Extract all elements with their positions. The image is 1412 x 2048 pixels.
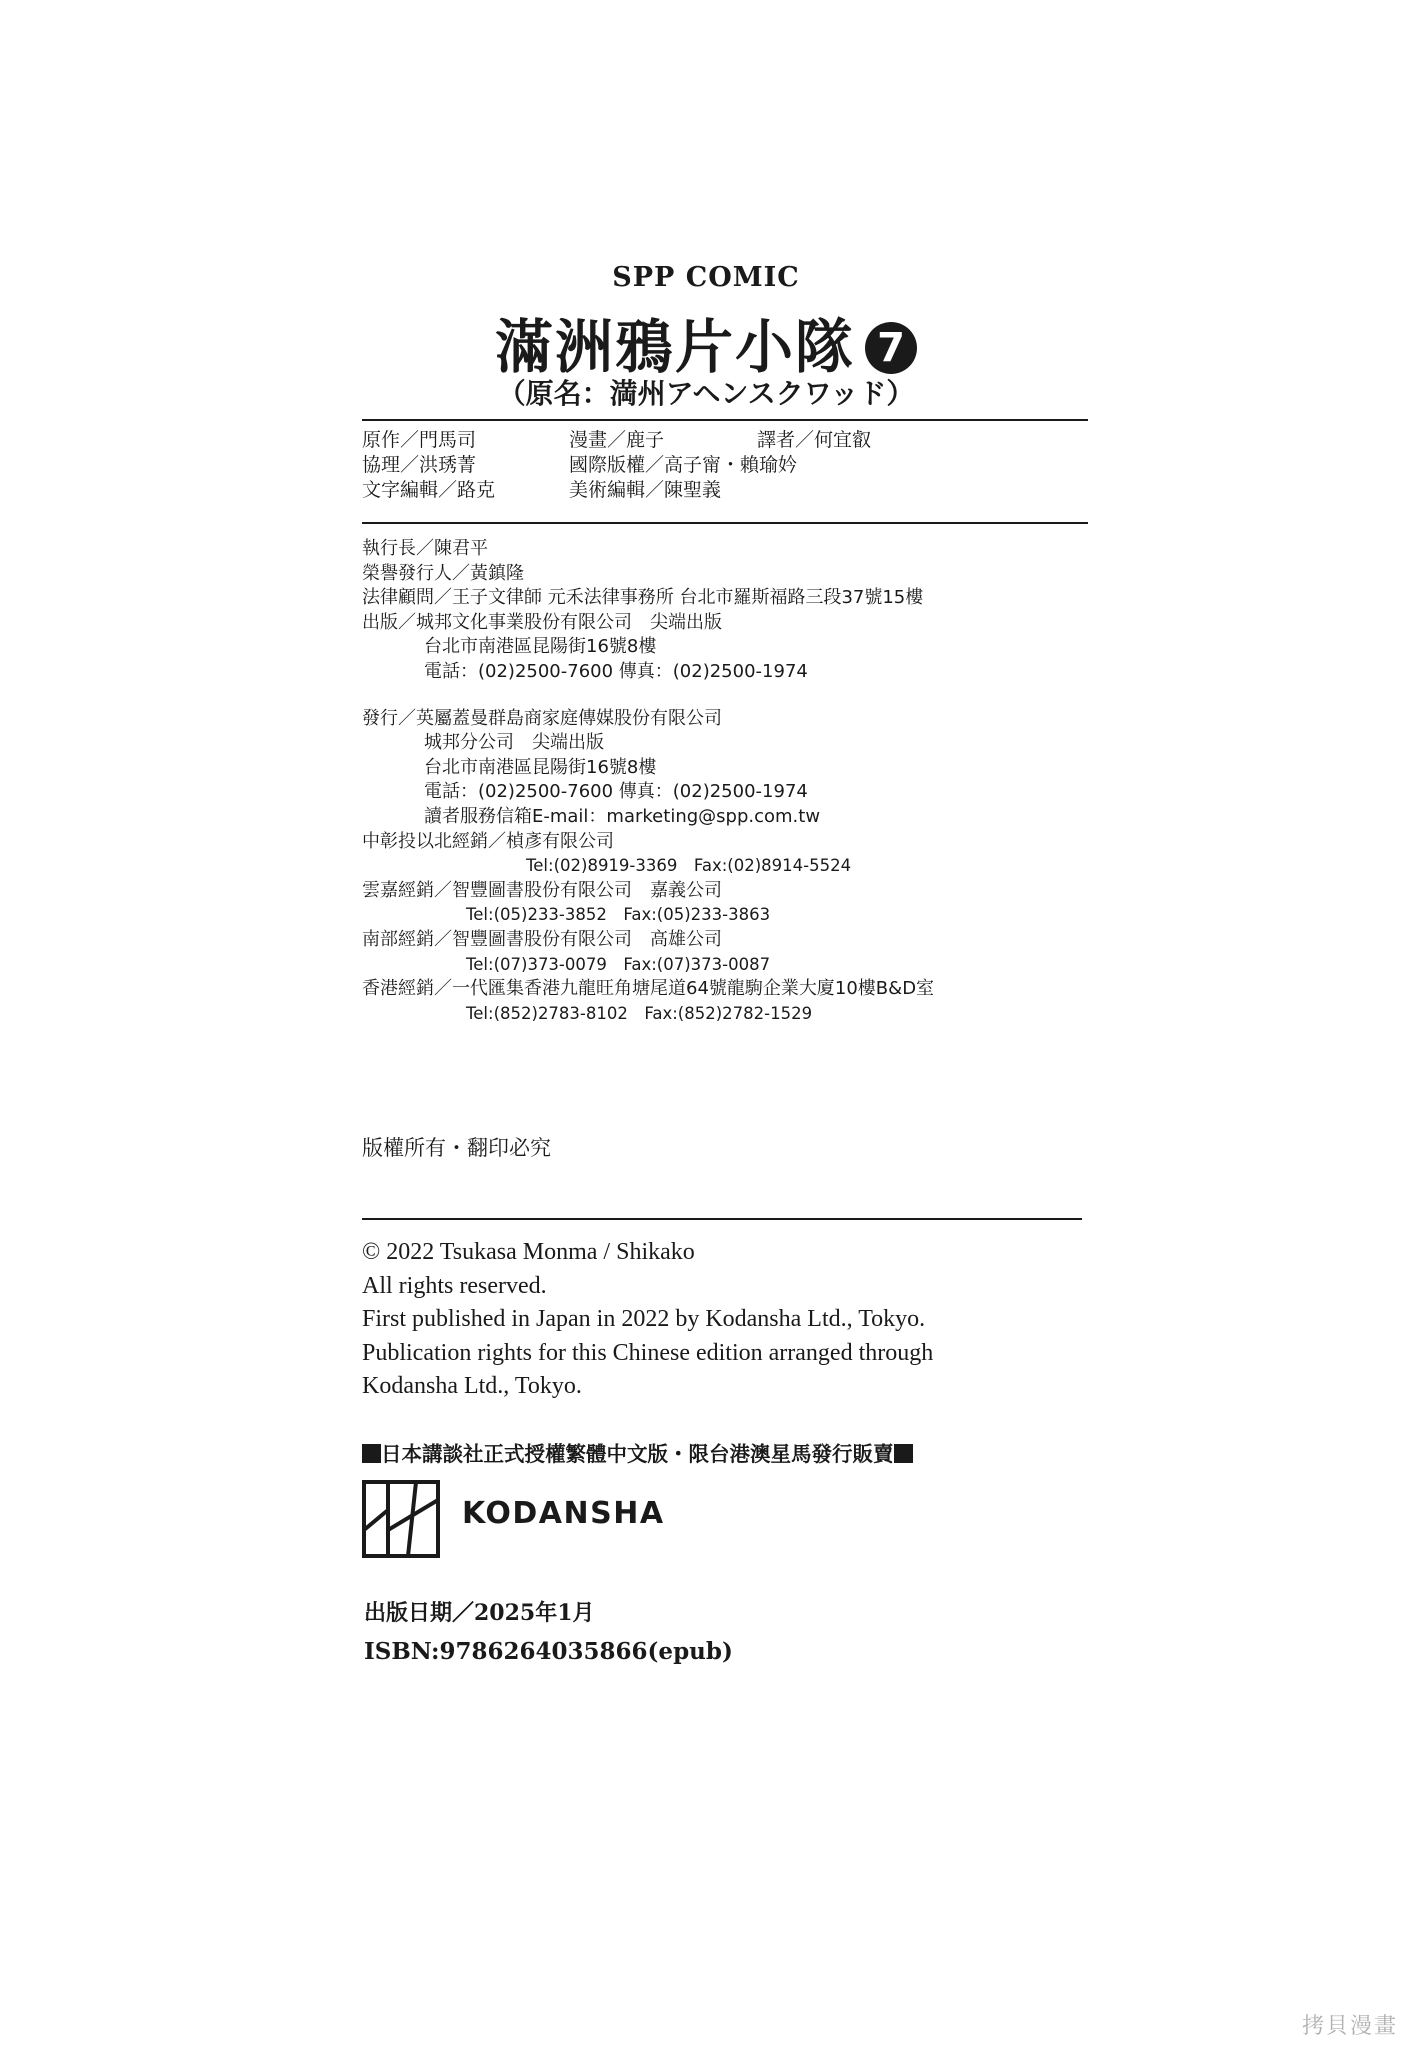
- publisher-info: [362, 537, 1122, 1026]
- dealer-north: 中彰投以北經銷／楨彥有限公司: [362, 830, 614, 852]
- credit-translator: 譯者／何宜叡: [757, 429, 872, 451]
- english-copyright: [362, 1236, 1102, 1404]
- copyright-notice-cn: 版權所有・翻印必究: [362, 1136, 551, 1160]
- distributor-phone: 電話：(02)2500-7600 傳真：(02)2500-1974: [424, 781, 808, 803]
- book-title-text: 滿洲鴉片小隊: [494, 313, 855, 381]
- license-statement: [362, 1437, 913, 1467]
- publisher-line: 出版／城邦文化事業股份有限公司 尖端出版: [362, 611, 722, 633]
- publisher-address: 台北市南港區昆陽街16號8樓: [424, 636, 657, 658]
- credits-row: [362, 428, 1088, 453]
- divider-bottom: [362, 1218, 1082, 1220]
- kodansha-logo-icon: [362, 1480, 440, 1558]
- arranged-through-line: Kodansha Ltd., Tokyo.: [362, 1373, 582, 1400]
- publisher-phone: 電話：(02)2500-7600 傳真：(02)2500-1974: [424, 660, 808, 682]
- series-label: SPP COMIC: [612, 262, 800, 293]
- credit-artist: 漫畫／鹿子: [569, 429, 665, 451]
- dealer-south-contact: Tel:(07)373-0079 Fax:(07)373-0087: [466, 954, 771, 974]
- kodansha-wordmark: KODANSHA: [462, 1496, 665, 1531]
- executive-line: 執行長／陳君平: [362, 538, 488, 559]
- publication-date: 出版日期／2025年1月: [364, 1600, 595, 1626]
- dealer-chiayi-contact: Tel:(05)233-3852 Fax:(05)233-3863: [466, 905, 771, 925]
- publication-rights-line: Publication rights for this Chinese edition arranged through: [362, 1339, 934, 1366]
- dealer-south: 南部經銷／智豐圖書股份有限公司 高雄公司: [362, 928, 722, 950]
- rights-reserved-line: All rights reserved.: [362, 1272, 547, 1299]
- credit-original-author: 原作／門馬司: [362, 429, 477, 451]
- dealer-north-contact: Tel:(02)8919-3369 Fax:(02)8914-5524: [526, 856, 852, 876]
- distributor-line: 發行／英屬蓋曼群島商家庭傳媒股份有限公司: [362, 707, 722, 729]
- volume-badge: 7: [865, 322, 917, 374]
- square-bullet-icon: [362, 1444, 381, 1463]
- reader-service-email: 讀者服務信箱E-mail：marketing@spp.com.tw: [424, 805, 821, 827]
- dealer-hongkong: 香港經銷／一代匯集香港九龍旺角塘尾道64號龍駒企業大廈10樓B&D室: [362, 978, 935, 1000]
- credit-art-editor: 美術編輯／陳聖義: [569, 479, 722, 501]
- credit-associate-manager: 協理／洪琇菁: [362, 454, 477, 476]
- credit-text-editor: 文字編輯／路克: [362, 479, 496, 501]
- dealer-hongkong-contact: Tel:(852)2783-8102 Fax:(852)2782-1529: [466, 1003, 813, 1023]
- watermark: 拷貝漫畫: [1301, 2014, 1398, 2039]
- divider-middle: [362, 522, 1088, 524]
- credits-block: [362, 428, 1088, 503]
- copyright-line: © 2022 Tsukasa Monma / Shikako: [362, 1239, 695, 1265]
- license-text: 日本講談社正式授權繁體中文版・限台港澳星馬發行販賣: [381, 1442, 894, 1466]
- square-bullet-icon: [894, 1444, 913, 1463]
- divider-top: [362, 419, 1088, 421]
- credits-row: [362, 478, 1088, 503]
- credit-international-rights: 國際版權／高子甯・賴瑜妗: [569, 454, 798, 476]
- distributor-branch: 城邦分公司 尖端出版: [424, 732, 604, 754]
- first-published-line: First published in Japan in 2022 by Kodansha Ltd., Tokyo.: [362, 1306, 926, 1333]
- original-title: （原名：満州アヘンスクワッド）: [497, 377, 915, 410]
- isbn: ISBN:9786264035866(epub): [364, 1638, 733, 1665]
- credits-row: [362, 453, 1088, 478]
- honorary-publisher-line: 榮譽發行人／黃鎮隆: [362, 562, 524, 584]
- dealer-chiayi: 雲嘉經銷／智豐圖書股份有限公司 嘉義公司: [362, 879, 722, 901]
- legal-advisor-line: 法律顧問／王子文律師 元禾法律事務所 台北市羅斯福路三段37號15樓: [362, 587, 924, 609]
- distributor-address: 台北市南港區昆陽街16號8樓: [424, 756, 657, 778]
